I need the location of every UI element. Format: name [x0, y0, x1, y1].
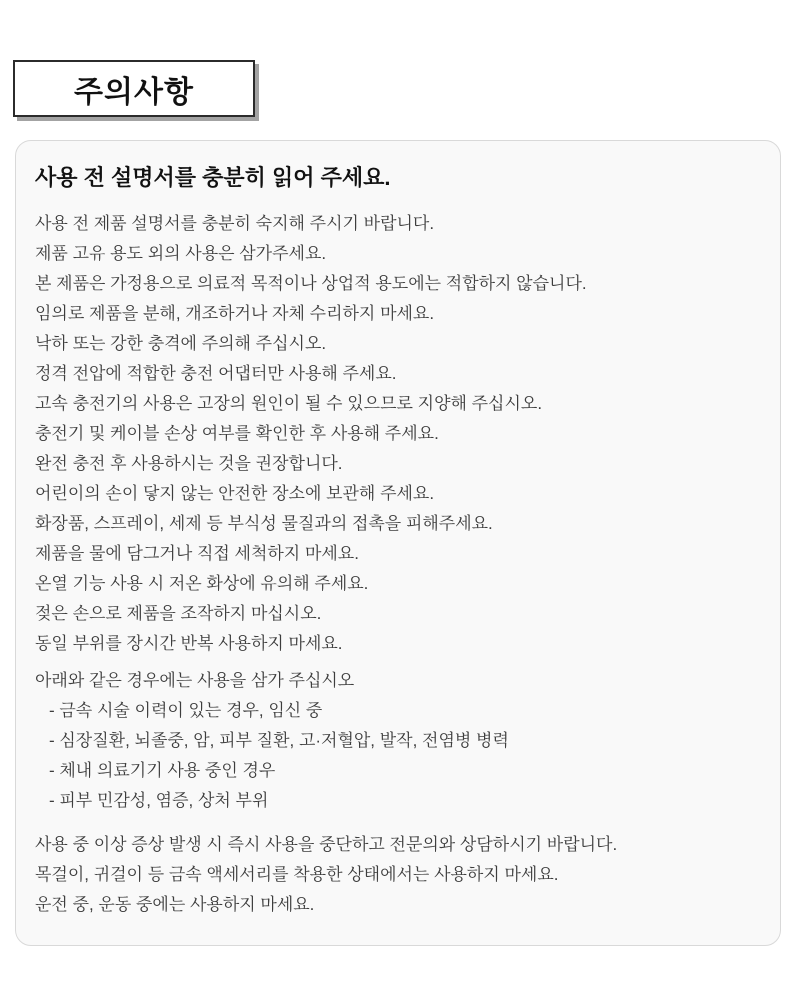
section-title-box: [13, 60, 255, 117]
contraindication-item: - 체내 의료기기 사용 중인 경우: [49, 761, 276, 780]
notice-line: 화장품, 스프레이, 세제 등 부식성 물질과의 접촉을 피해주세요.: [35, 514, 493, 533]
contraindication-intro: 아래와 같은 경우에는 사용을 삼가 주십시오: [35, 671, 355, 690]
notice-line: 젖은 손으로 제품을 조작하지 마십시오.: [35, 604, 322, 623]
warning-line: 사용 중 이상 증상 발생 시 즉시 사용을 중단하고 전문의와 상담하시기 바랍니다.: [35, 835, 618, 854]
warning-line: 운전 중, 운동 중에는 사용하지 마세요.: [35, 895, 315, 914]
contraindication-item: - 피부 민감성, 염증, 상처 부위: [49, 791, 269, 810]
notice-line: 사용 전 제품 설명서를 충분히 숙지해 주시기 바랍니다.: [35, 214, 435, 233]
notice-line: 정격 전압에 적합한 충전 어댑터만 사용해 주세요.: [35, 364, 397, 383]
notice-line: 본 제품은 가정용으로 의료적 목적이나 상업적 용도에는 적합하지 않습니다.: [35, 274, 587, 293]
section-title: 주의사항: [74, 75, 194, 109]
warning-line: 목걸이, 귀걸이 등 금속 액세서리를 착용한 상태에서는 사용하지 마세요.: [35, 865, 559, 884]
notice-line: 제품을 물에 담그거나 직접 세척하지 마세요.: [35, 544, 359, 563]
notice-card: [15, 140, 781, 946]
notice-line: 제품 고유 용도 외의 사용은 삼가주세요.: [35, 244, 327, 263]
notice-line: 온열 기능 사용 시 저온 화상에 유의해 주세요.: [35, 574, 369, 593]
notice-line: 충전기 및 케이블 손상 여부를 확인한 후 사용해 주세요.: [35, 424, 439, 443]
notice-line: 임의로 제품을 분해, 개조하거나 자체 수리하지 마세요.: [35, 304, 435, 323]
notice-line: 동일 부위를 장시간 반복 사용하지 마세요.: [35, 634, 343, 653]
notice-line: 고속 충전기의 사용은 고장의 원인이 될 수 있으므로 지양해 주십시오.: [35, 394, 543, 413]
contraindication-item: - 심장질환, 뇌졸중, 암, 피부 질환, 고·저혈압, 발작, 전염병 병력: [49, 731, 509, 750]
notice-heading: 사용 전 설명서를 충분히 읽어 주세요.: [35, 165, 391, 190]
notice-line: 낙하 또는 강한 충격에 주의해 주십시오.: [35, 334, 327, 353]
notice-line: 어린이의 손이 닿지 않는 안전한 장소에 보관해 주세요.: [35, 484, 435, 503]
contraindication-item: - 금속 시술 이력이 있는 경우, 임신 중: [49, 701, 323, 720]
notice-line: 완전 충전 후 사용하시는 것을 권장합니다.: [35, 454, 343, 473]
